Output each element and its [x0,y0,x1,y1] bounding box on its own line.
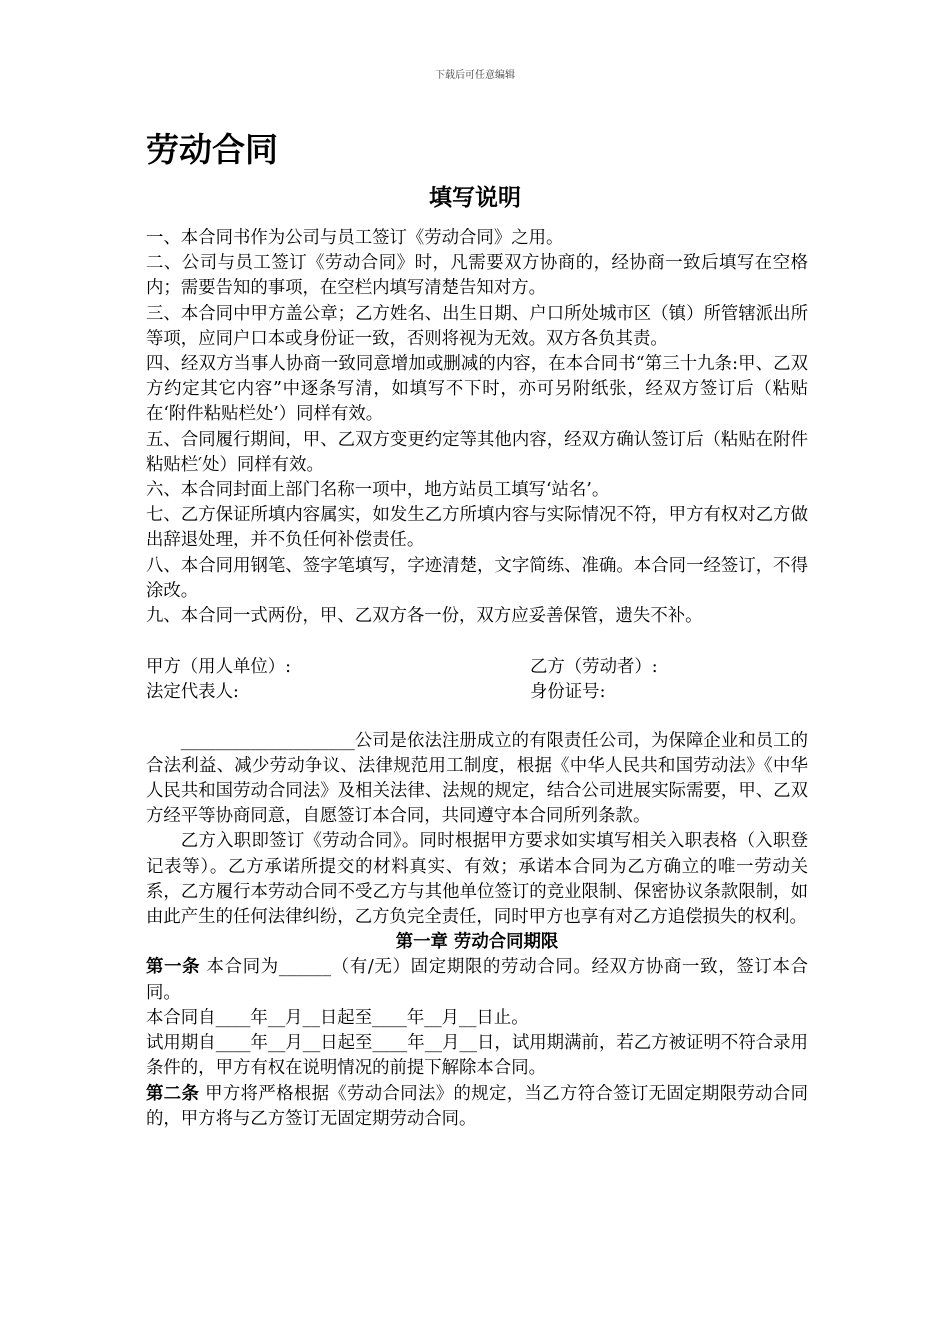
instruction-item-3: 三、本合同中甲方盖公章；乙方姓名、出生日期、户口所处城市区（镇）所管辖派出所等项，应同户口本或身份证一致，否则将视为无效。双方各负其责。 [146,303,808,349]
preamble-paragraph-2: 乙方入职即签订《劳动合同》。同时根据甲方要求如实填写相关入职表格（入职登记表等）。乙方承诺所提交的材料真实、有效；承诺本合同为乙方确立的唯一劳动关系，乙方履行本劳动合同不受乙方与其他单位签订的竞业限制、保密协议条款限制，如由此产生的任何法律纠纷，乙方负完全责任，同时甲方也享有对乙方追偿损失的权利。 [146,831,808,928]
instruction-item-9: 九、本合同一式两份，甲、乙双方各一份，双方应妥善保管，遗失不补。 [146,606,703,627]
parties-row-2 [146,680,808,705]
instruction-item-6: 六、本合同封面上部门名称一项中，地方站员工填写‘站名’。 [146,480,610,501]
document-body [146,226,808,1132]
party-a-label: 甲方（用人单位）: [146,657,291,678]
party-b-label: 乙方（劳动者）: [530,657,658,678]
preamble-text-1: 公司是依法注册成立的有限责任公司，为保障企业和员工的合法利益、减少劳动争议、法律规范用工制度，根据《中华人民共和国劳动法》《中华人民共和国劳动合同法》及相关法律、法规的规定，结合公司进展实际需要，甲、乙双方经平等协商同意，自愿签订本合同，共同遵守本合同所列条款。 [146,730,808,827]
article-2-text: 甲方将严格根据《劳动合同法》的规定，当乙方符合签订无固定期限劳动合同的，甲方将与乙方签订无固定期劳动合同。 [146,1083,808,1129]
preamble-paragraph-1 [146,729,808,830]
contract-term-line: 本合同自____年__月__日起至____年__月__日止。 [146,1007,529,1028]
section-title-instructions: 填写说明 [429,185,521,211]
instruction-item-1: 一、本合同书作为公司与员工签订《劳动合同》之用。 [146,228,564,248]
article-1-text: 本合同为______（有/无）固定期限的劳动合同。经双方协商一致，签订本合同。 [146,957,808,1003]
company-name-blank: ____________________ [180,730,355,751]
instruction-item-4: 四、经双方当事人协商一致同意增加或删减的内容，在本合同书“第三十九条:甲、乙双方约定其它内容”中逐条写清，如填写不下时，亦可另附纸张，经双方签订后（粘贴在‘附件粘贴栏处’）同样有效。 [146,354,808,425]
instruction-item-8: 八、本合同用钢笔、签字笔填写，字迹清楚，文字简练、准确。本合同一经签订，不得涂改。 [146,555,808,601]
instruction-item-5: 五、合同履行期间，甲、乙双方变更约定等其他内容，经双方确认签订后（粘贴在附件粘贴栏′处）同样有效。 [146,429,808,475]
article-1-number: 第一条 [146,957,201,978]
instruction-item-2: 二、公司与员工签订《劳动合同》时，凡需要双方协商的，经协商一致后填写在空格内；需要告知的事项，在空栏内填写清楚告知对方。 [146,253,808,299]
legal-representative-label: 法定代表人: [146,682,239,703]
article-1 [146,955,808,1005]
instruction-item-7: 七、乙方保证所填内容属实，如发生乙方所填内容与实际情况不符，甲方有权对乙方做出辞退处理，并不负任何补偿责任。 [146,505,808,551]
article-2 [146,1082,808,1132]
parties-row-1 [146,655,808,680]
chapter-1-title: 第一章 劳动合同期限 [395,932,559,953]
id-number-label: 身份证号: [530,682,606,703]
probation-line: 试用期自____年__月__日起至____年__月__日，试用期满前，若乙方被证明不符合录用条件的，甲方有权在说明情况的前提下解除本合同。 [146,1033,808,1079]
document-title: 劳动合同 [146,130,278,169]
page-header-note: 下载后可任意编辑 [435,70,515,81]
article-2-number: 第二条 [146,1083,200,1104]
